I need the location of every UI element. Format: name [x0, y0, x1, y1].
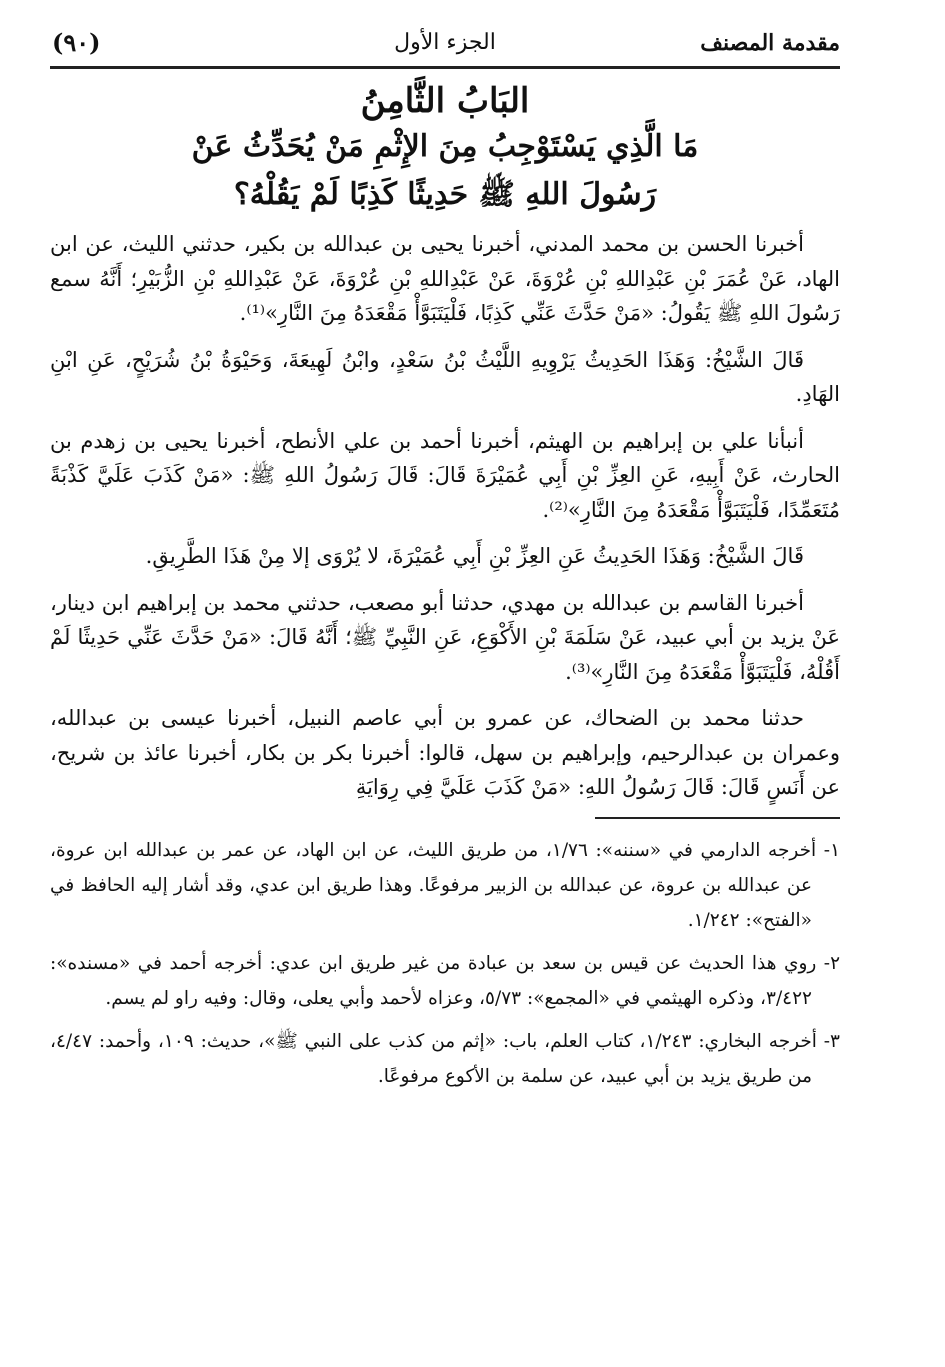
footnote-3: ٣- أخرجه البخاري: ١/٢٤٣، كتاب العلم، باب: «إثم من كذب على النبي ﷺ»، حديث: ١٠٩، وأحمد: ٤/٤٧، من طريق يزيد بن أبي عبيد، عن سلمة بن الأكوع مرفوعًا. [50, 1030, 840, 1087]
chapter-heading [50, 79, 840, 219]
paragraph-hadith-4: حدثنا محمد بن الضحاك، عن عمرو بن أبي عاصم النبيل، أخبرنا عيسى بن عبدالله، وعمران بن عبدالرحيم، وإبراهيم بن سهل، قالوا: أخبرنا بكر بن بكار، أخبرنا عائذ بن شريح، عن أَنَسٍ قَالَ: قَالَ رَسُولُ اللهِ: «مَنْ كَذَبَ عَلَيَّ فِي رِوَايَةِ [50, 706, 840, 799]
paragraph-sheikh-comment-2: قَالَ الشَّيْخُ: وَهَذَا الحَدِيثُ عَنِ العِزِّ بْنِ أَبِي عُمَيْرَةَ، لا يُرْوَى إلا مِنْ هَذَا الطَّرِيقِ. [145, 544, 804, 568]
chapter-question-line-1: مَا الَّذِي يَسْتَوْجِبُ مِنَ الإِثْمِ مَنْ يُحَدِّثُ عَنْ [191, 129, 699, 164]
chapter-number-title: البَابُ الثَّامِنُ [360, 81, 530, 121]
paragraph-hadith-2: أنبأنا علي بن إبراهيم بن الهيثم، أخبرنا أحمد بن علي الأنطح، أخبرنا يحيى بن زهدم بن الحارث، عَنْ أَبِيهِ، عَنِ العِزِّ بْنِ أَبِي عُمَيْرَةَ قَالَ: قَالَ رَسُولُ اللهِ ﷺ: «مَنْ كَذَبَ عَلَيَّ كَذْبَةً مُتَعَمِّدًا، فَلْيَتَبَوَّأْ مَقْعَدَهُ مِنَ النَّارِ»⁽²⁾. [50, 428, 840, 522]
running-section-title: مقدمة المصنف [700, 30, 840, 56]
main-text [50, 227, 840, 805]
footnote-2: ٢- روي هذا الحديث عن قيس بن سعد بن عبادة من غير طريق ابن عدي: أخرجه أحمد في «مسنده»: ٣/٤٢٢، وذكره الهيثمي في «المجمع»: ٥/٧٣، وعزاه لأحمد وأبي يعلى، وقال: وفيه راو لم يسم. [50, 952, 840, 1009]
page-header [50, 28, 840, 64]
footnotes [50, 833, 840, 1094]
book-page [50, 28, 840, 1348]
running-part-title: الجزء الأول [394, 30, 496, 55]
footnote-separator [595, 817, 840, 819]
paragraph-hadith-3: أخبرنا القاسم بن عبدالله بن مهدي، حدثنا أبو مصعب، حدثني محمد بن إبراهيم ابن دينار، عَنْ يزيد بن أبي عبيد، عَنْ سَلَمَةَ بْنِ الأَكْوَعِ، عَنِ النَّبِيِّ ﷺ؛ أَنَّهُ قَالَ: «مَنْ حَدَّثَ عَنِّي حَدِيثًا لَمْ أَقُلْهُ، فَلْيَتَبَوَّأْ مَقْعَدَهُ مِنَ النَّارِ»⁽³⁾. [50, 590, 840, 684]
footnote-1: ١- أخرجه الدارمي في «سننه»: ١/٧٦، من طريق الليث، عن ابن الهاد، عن عمر بن عبدالله ابن عروة، عن عبدالله بن عروة، عن عبدالله بن الزبير مرفوعًا. وهذا طريق ابن عدي، وقد أشار إليه الحافظ في «الفتح»: ١/٢٤٢. [50, 839, 840, 931]
paragraph-hadith-1: أخبرنا الحسن بن محمد المدني، أخبرنا يحيى بن عبدالله بن بكير، حدثني الليث، عن ابن الهاد، عَنْ عُمَرَ بْنِ عَبْدِاللهِ بْنِ عُرْوَةَ، عَنْ عَبْدِاللهِ بْنِ عُرْوَةَ، عَنْ عَبْدِاللهِ بْنِ الزُّبَيْرِ؛ أَنَّهُ سمع رَسُولَ اللهِ ﷺ يَقُولُ: «مَنْ حَدَّثَ عَنِّي كَذِبًا، فَلْيَتَبَوَّأْ مَقْعَدَهُ مِنَ النَّارِ»⁽¹⁾. [50, 232, 840, 325]
paragraph-sheikh-comment-1: قَالَ الشَّيْخُ: وَهَذَا الحَدِيثُ يَرْوِيهِ اللَّيْثُ بْنُ سَعْدٍ، وابْنُ لَهِيعَةَ، وَحَيْوَةُ بْنُ شُرَيْحٍ، عَنِ ابْنِ الهَادِ. [50, 347, 840, 406]
chapter-question-line-2: رَسُولَ اللهِ ﷺ حَدِيثًا كَذِبًا لَمْ يَقُلْهُ؟ [233, 177, 657, 212]
page-number: (٩٠) [52, 28, 101, 57]
header-rule [50, 66, 840, 69]
